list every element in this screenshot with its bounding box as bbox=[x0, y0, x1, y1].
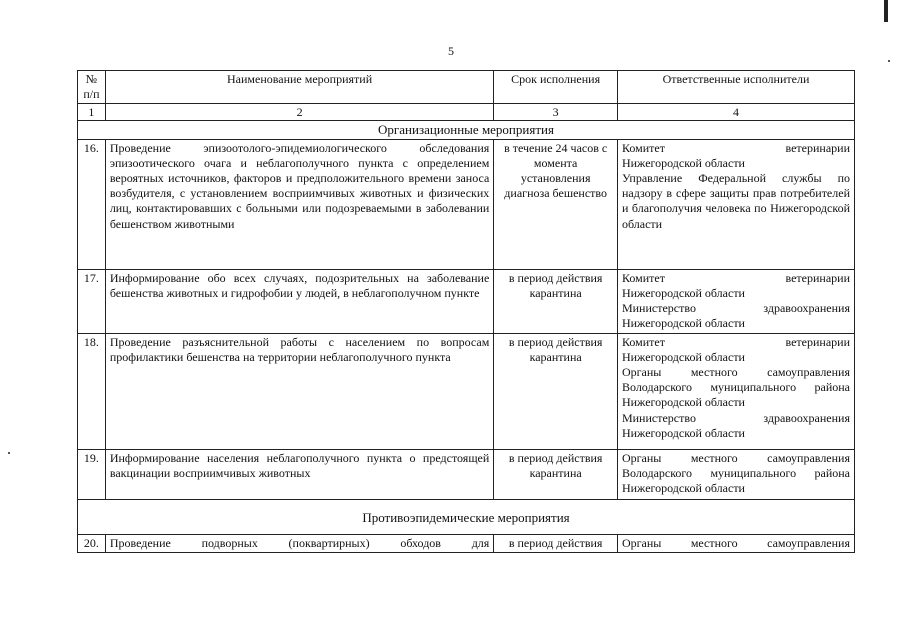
row-term: в период действия карантина bbox=[494, 333, 618, 449]
responsible-line: Органы местного самоуправления bbox=[621, 535, 850, 550]
column-index-row bbox=[78, 104, 855, 121]
row-responsible bbox=[617, 333, 854, 449]
table-row bbox=[78, 534, 855, 552]
row-number: 19. bbox=[78, 449, 106, 499]
row-name: Проведение разъяснительной работы с населением по вопросам профилактики бешенства на территории неблагополучного пункта bbox=[105, 333, 494, 449]
row-term: в период действия карантина bbox=[494, 449, 618, 499]
responsible-line: Комитет ветеринарии bbox=[621, 334, 850, 349]
scan-artifact-dot bbox=[888, 60, 890, 62]
row-responsible bbox=[617, 534, 854, 552]
column-index: 4 bbox=[617, 104, 854, 121]
table-row bbox=[78, 269, 855, 333]
responsible-line: Органы местного самоуправления Володарского муниципального района Нижегородской области bbox=[621, 365, 850, 410]
table-row bbox=[78, 449, 855, 499]
responsible-line: Нижегородской области bbox=[621, 155, 745, 170]
responsible-line: Министерство здравоохранения bbox=[621, 410, 850, 425]
section-title-organizational: Организационные мероприятия bbox=[78, 121, 855, 139]
row-name: Информирование обо всех случаях, подозрительных на заболевание бешенства животных и гидрофобии у людей, в неблагополучном пункте bbox=[105, 269, 494, 333]
column-index: 2 bbox=[105, 104, 494, 121]
table-row bbox=[78, 333, 855, 449]
row-number: 17. bbox=[78, 269, 106, 333]
responsible-line: Нижегородской области bbox=[621, 285, 745, 300]
header-number: № п/п bbox=[78, 71, 106, 104]
section-row bbox=[78, 499, 855, 534]
row-responsible bbox=[617, 449, 854, 499]
responsible-line: Комитет ветеринарии bbox=[621, 140, 850, 155]
row-term: в период действия bbox=[494, 534, 618, 552]
table-row bbox=[78, 139, 855, 269]
responsible-line: Министерство здравоохранения bbox=[621, 301, 850, 316]
header-name: Наименование мероприятий bbox=[105, 71, 494, 104]
section-title-antiepidemic: Противоэпидемические мероприятия bbox=[78, 499, 855, 534]
row-name: Проведение подворных (поквартирных) обходов для bbox=[105, 534, 494, 552]
responsible-line: Нижегородской области bbox=[621, 425, 745, 440]
row-term: в период действия карантина bbox=[494, 269, 618, 333]
row-responsible bbox=[617, 269, 854, 333]
row-term: в течение 24 часов с момента установления диагноза бешенство bbox=[494, 139, 618, 269]
row-number: 16. bbox=[78, 139, 106, 269]
responsible-line: Нижегородской области bbox=[621, 316, 745, 331]
row-name: Информирование населения неблагополучного пункта о предстоящей вакцинации восприимчивых животных bbox=[105, 449, 494, 499]
header-term: Срок исполнения bbox=[494, 71, 618, 104]
responsible-line: Комитет ветеринарии bbox=[621, 270, 850, 285]
responsible-line: Органы местного самоуправления Володарского муниципального района Нижегородской области bbox=[621, 450, 850, 496]
row-responsible bbox=[617, 139, 854, 269]
responsible-line: Управление Федеральной службы по надзору в сфере защиты прав потребителей и благополучия человека по Нижегородской области bbox=[621, 171, 850, 231]
column-index: 1 bbox=[78, 104, 106, 121]
responsible-line: Нижегородской области bbox=[621, 349, 745, 364]
row-number: 20. bbox=[78, 534, 106, 552]
header-row bbox=[78, 71, 855, 104]
scan-artifact-mark bbox=[884, 0, 888, 22]
row-number: 18. bbox=[78, 333, 106, 449]
measures-table bbox=[77, 70, 855, 553]
scan-artifact-dot bbox=[8, 452, 10, 454]
row-name: Проведение эпизоотолого-эпидемиологического обследования эпизоотического очага и неблагополучного пункта с определением вероятных источников, факторов и предположительного времени заноса возбудителя, с установлением восприимчивых животных и физических лиц, контактировавших с больными или подозреваемыми в заболевании бешенством животными bbox=[105, 139, 494, 269]
section-row bbox=[78, 121, 855, 139]
column-index: 3 bbox=[494, 104, 618, 121]
page-number: 5 bbox=[448, 44, 454, 58]
header-responsible: Ответственные исполнители bbox=[617, 71, 854, 104]
